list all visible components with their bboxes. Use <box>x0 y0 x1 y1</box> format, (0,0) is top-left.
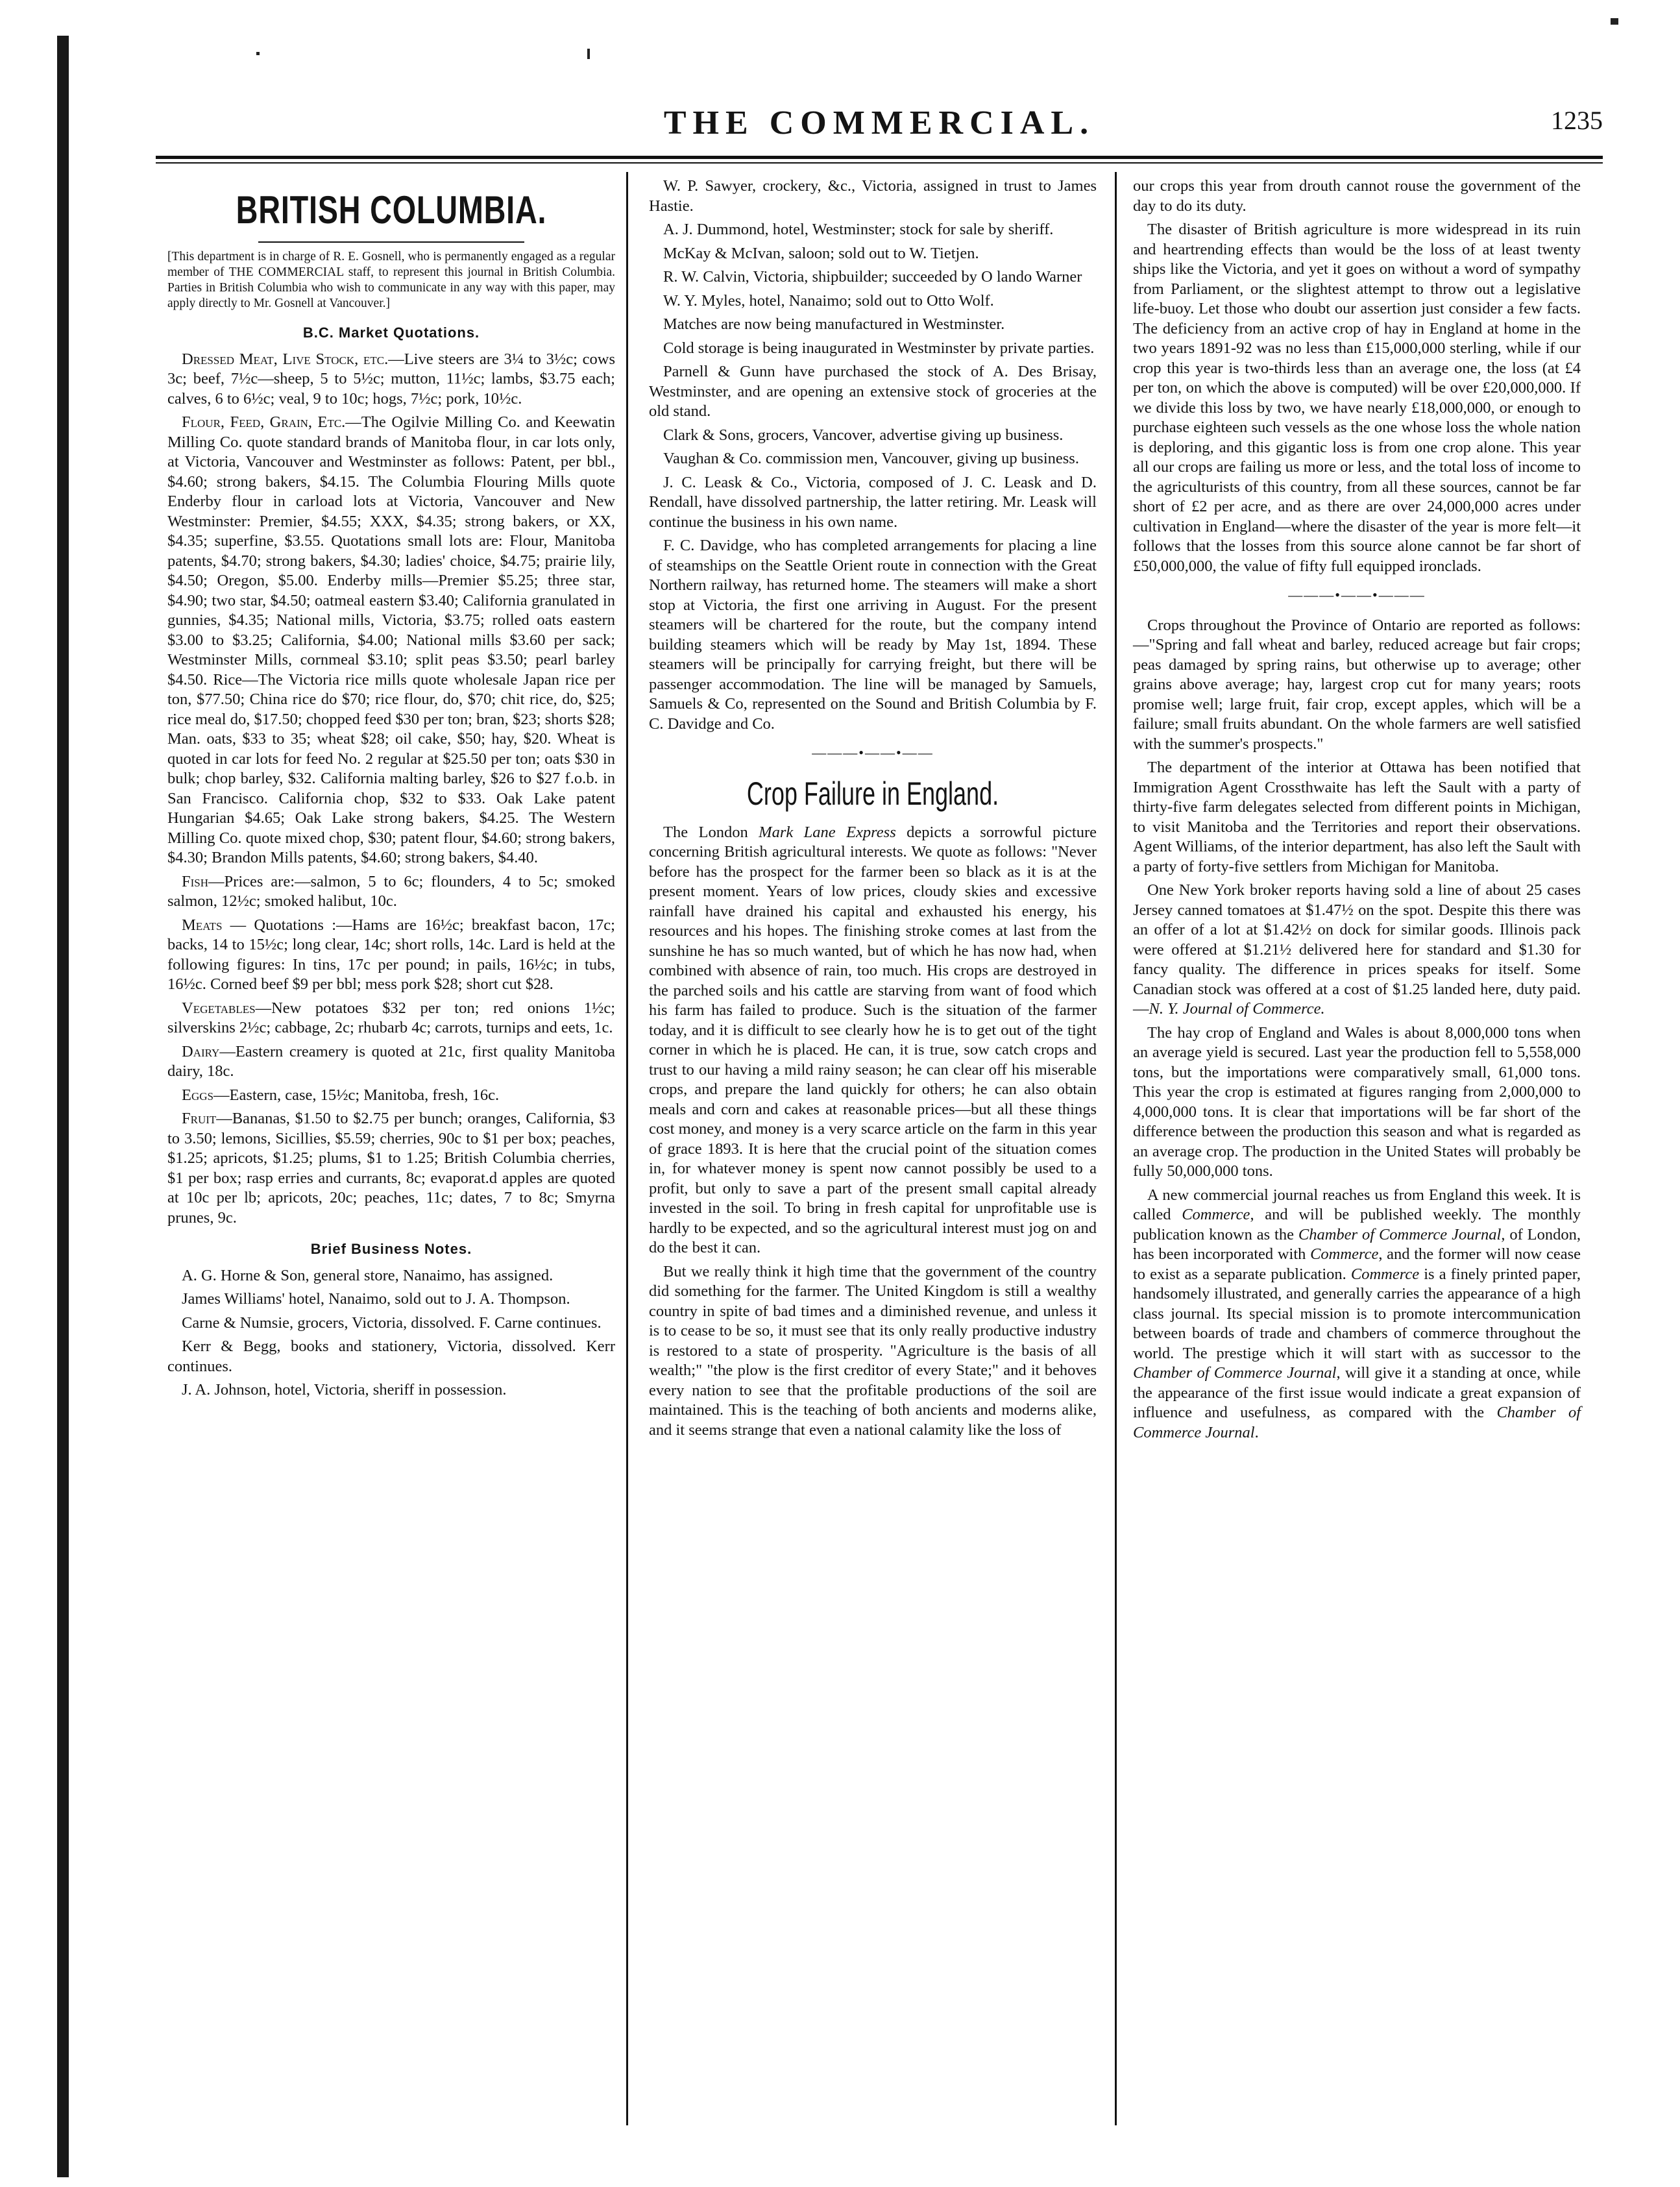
section-separator: ———•——•—— <box>812 744 934 761</box>
brief-note: W. P. Sawyer, crockery, &c., Victoria, assigned in trust to James Hastie. <box>649 177 1097 215</box>
scan-edge-shadow <box>57 36 69 2177</box>
article-paragraph: A new commercial journal reaches us from England this week. It is called Commerce, and will be published weekly. The monthly publication known as the Chamber of Commerce Journal, of London, has been incorporated with Commerce, and the former will now cease to exist as a separate publication. Commerce is a finely printed paper, handsomely illustrated, and generally carries the appearance of a high class journal. Its special mission is to promote intercommunication between boards of trade and chambers of commerce throughout the world. The prestige which it will start with as successor to the Chamber of Commerce Journal, will give it a standing at once, while the appearance of the first issue would indicate a great expansion of influence and usefulness, as compared with the Chamber of Commerce Journal. <box>1133 1186 1581 1441</box>
brief-note: A. G. Horne & Son, general store, Nanaimo, has assigned. <box>182 1266 554 1284</box>
brief-note: F. C. Davidge, who has completed arrangements for placing a line of steamships on the Seattle Orient route in connection with the Great Northern railway, has returned home. The steamers will make a short stop at Victoria, the first one arriving in August. For the present steamers will be chartered for the route, but the company intend building steamers which will be ready by May 1st, 1894. These steamers will be principally for carrying freight, but there will be passenger accommodation. The line will be managed by Samuels, Samuels & Co, represented on the Sound and British Columbia by F. C. Davidge and Co. <box>649 537 1097 733</box>
scan-speck <box>256 52 260 55</box>
column-3 <box>1133 177 1581 1447</box>
article-title: Crop Failure in England. <box>746 775 999 812</box>
brief-notes-heading: Brief Business Notes. <box>310 1241 472 1257</box>
masthead: THE COMMERCIAL. <box>663 104 1095 141</box>
paragraph-eggs: Eggs—Eastern, case, 15½c; Manitoba, fresh, 16c. <box>182 1086 500 1104</box>
brief-note: Parnell & Gunn have purchased the stock of A. Des Brisay, Westminster, and are opening an extensive stock of groceries at the old stand. <box>649 363 1097 420</box>
paragraph-meats: Meats — Quotations :—Hams are 16½c; breakfast bacon, 17c; backs, 14 to 15½c; long clear, 14c; short rolls, 14c. Lard is held at the following figures: In tins, 17c per pound; in pails, 16½c; in tubs, 16½c. Corned beef $9 per bbl; mess pork $28; short cut $28. <box>167 916 615 993</box>
brief-note: W. Y. Myles, hotel, Nanaimo; sold out to Otto Wolf. <box>663 291 994 310</box>
article-paragraph: The department of the interior at Ottawa has been notified that Immigration Agent Crossthwaite has left the Sault with a party of thirty-five farm delegates selected from different points in Michigan, to visit Manitoba and the Territories and report their observations. Agent Williams, of the interior department, has also left the Sault with a party of forty-five settlers from Michigan for Manitoba. <box>1133 759 1581 875</box>
article-paragraph: our crops this year from drouth cannot rouse the government of the day to do its duty. <box>1133 177 1581 215</box>
editor-note: [This department is in charge of R. E. Gosnell, who is permanently engaged as a regular member of THE COMMERCIAL staff, to represent this journal in British Columbia. Parties in British Columbia who wish to communicate in any way with this paper, may apply directly to Mr. Gosnell at Vancouver.] <box>167 250 615 310</box>
brief-note: Kerr & Begg, books and stationery, Victoria, dissolved. Kerr continues. <box>167 1338 615 1375</box>
header-rule-thin <box>156 162 1603 164</box>
section-separator: ———•——•——— <box>1288 587 1426 603</box>
market-quotations-heading: B.C. Market Quotations. <box>302 324 480 341</box>
column-divider <box>626 172 628 2125</box>
column-divider <box>1115 172 1117 2125</box>
scan-speck <box>587 49 590 59</box>
page-number: 1235 <box>1551 106 1603 135</box>
brief-note: Clark & Sons, grocers, Vancover, advertise giving up business. <box>663 426 1064 444</box>
column-1 <box>167 177 615 1404</box>
section-title: BRITISH COLUMBIA. <box>236 188 547 232</box>
paragraph-vegetables: Vegetables—New potatoes $32 per ton; red onions 1½c; silverskins 2½c; cabbage, 2c; rhubarb 4c; carrots, turnips and eets, 1c. <box>167 999 615 1036</box>
brief-note: J. C. Leask & Co., Victoria, composed of J. C. Leask and D. Rendall, have dissolved partnership, the latter retiring. Mr. Leask will continue the business in his own name. <box>649 473 1097 531</box>
paragraph-dressed-meat: Dressed Meat, Live Stock, etc.—Live steers are 3¼ to 3½c; cows 3c; beef, 7½c—sheep, 5 to 5½c; mutton, 11½c; lambs, $3.75 each; calves, 6 to 6½c; veal, 9 to 10c; hogs, 7½c; pork, 10½c. <box>167 350 615 408</box>
brief-note: Vaughan & Co. commission men, Vancouver, giving up business. <box>663 450 1079 467</box>
brief-note: J. A. Johnson, hotel, Victoria, sheriff in possession. <box>182 1381 507 1399</box>
brief-note: James Williams' hotel, Nanaimo, sold out to J. A. Thompson. <box>182 1290 570 1308</box>
article-paragraph: The disaster of British agriculture is more widespread in its ruin and heartrending effects than would be the loss of at least twenty ships like the Victoria, and yet it goes on without a word of sympathy from Parliament, or the slightest attempt to throw out a legislative life-buoy. Let those who doubt our assertion just consider a few facts. The deficiency from an active crop of hay in England at home in the two years 1891-92 was no less than £15,000,000 sterling, while if our crop this year is two-thirds less than an average one, the loss (at £4 per ton, on which the above is computed) will be over £20,000,000. If we divide this loss by two, we have nearly £18,000,000, or enough to purchase eighteen such vessels as the one whose loss the whole nation is deploring, and this gigantic loss is from one crop alone. This year all our crops are failing us more or less, and the total loss of income to the agriculturists of this country, from all these sources, cannot be far short of £2 per acre, and as there are over 24,000,000 acres under cultivation in England—where the disaster of the year is more felt—it follows that the losses from this source alone cannot be far short of £50,000,000, the value of fifty full equipped ironclads. <box>1133 221 1581 575</box>
scan-speck <box>1611 18 1618 25</box>
brief-note: Matches are now being manufactured in Westminster. <box>663 315 1005 333</box>
title-rule <box>258 241 524 243</box>
header-rule <box>156 156 1603 159</box>
paragraph-fruit: Fruit—Bananas, $1.50 to $2.75 per bunch; oranges, California, $3 to 3.50; lemons, Sicillies, $5.59; cherries, 90c to $1 per box; peaches, $1.25; apricots, $1.25; plums, $1 to 1.25; British Columbia cherries, $1 per box; rasp erries and currants, 8c; evaporat.d apples are quoted at 10c per lb; apricots, 20c; peaches, 11c; dates, 7 to 8c; Smyrna prunes, 9c. <box>167 1110 615 1227</box>
article-paragraph: The hay crop of England and Wales is about 8,000,000 tons when an average yield is secured. Last year the production fell to 5,558,000 tons, but the importations were comparatively small, 61,000 tons. This year the crop is estimated at figures ranging from 2,000,000 to 4,000,000 tons. It is clear that importations will be far short of the difference between the production this season and what is regarded as an average crop. The production in the United States will probably be fully 50,000,000 tons. <box>1133 1023 1581 1180</box>
paragraph-fish: Fish—Prices are:—salmon, 5 to 6c; flounders, 4 to 5c; smoked salmon, 12½c; smoked halibut, 10c. <box>167 872 615 910</box>
page-header <box>156 97 1603 149</box>
column-2 <box>649 177 1097 1444</box>
brief-note: McKay & McIvan, saloon; sold out to W. Tietjen. <box>663 244 979 262</box>
brief-note: Carne & Numsie, grocers, Victoria, dissolved. F. Carne continues. <box>182 1313 602 1332</box>
article-paragraph: One New York broker reports having sold a line of about 25 cases Jersey canned tomatoes at $1.47½ on the spot. Despite this there was an offer of a lot at $1.42½ on dock for similar goods. Illinois pack were offered at $1.21½ delivered here for standard and $1.30 for fancy quality. The difference in prices speaks for itself. Some Canadian stock was offered at a cost of $1.25 landed here, duty paid.—N. Y. Journal of Commerce. <box>1133 881 1581 1018</box>
article-paragraph: Crops throughout the Province of Ontario are reported as follows:—"Spring and fall wheat and barley, reduced acreage but fair crops; peas damaged by spring rains, but otherwise up to average; other grains above average; hay, largest crop cut for many years; roots promise well; large fruit, fair crop, except apples, which will be a failure; small fruits abundant. On the whole farmers are well satisfied with the summer's prospects." <box>1133 616 1581 753</box>
article-paragraph: But we really think it high time that the government of the country did something for the farmer. The United Kingdom is still a wealthy country in spite of bad times and a diminished revenue, and unless it is to cease to be so, it must see that its only really productive industry is restored to a state of prosperity. "Agriculture is the basis of all wealth;" "the plow is the first creditor of every State;" and it behoves every nation to see that the profitable productions of the soil are maintained. This is the teaching of both ancients and moderns alike, and it seems strange that even a national calamity like the loss of <box>649 1262 1097 1439</box>
brief-note: A. J. Dummond, hotel, Westminster; stock for sale by sheriff. <box>663 221 1054 238</box>
brief-note: Cold storage is being inaugurated in Westminster by private parties. <box>663 339 1095 357</box>
paragraph-flour: Flour, Feed, Grain, Etc.—The Ogilvie Milling Co. and Keewatin Milling Co. quote standard brands of Manitoba flour, in car lots only, at Victoria, Vancouver and Westminster as follows: Patent, per bbl., $4.60; strong bakers, $4.15. The Columbia Flouring Mills quote Enderby flour in carload lots at Victoria, Vancouver and New Westminster: Premier, $4.55; XXX, $4.35; strong bakers, or XX, $4.35; superfine, $3.55. Quotations small lots are: Flour, Manitoba patents, $4.70; strong bakers, $4.30; ladies' choice, $4.75; prairie lily, $4.50; Oregon, $5.00. Enderby mills—Premier $5.25; three star, $4.90; two star, $4.50; oatmeal eastern $3.40; California granulated in gunnies, $4.35; National mills, Victoria, $3.75; rolled oats eastern $3.00 to $3.25; California, $4.00; National mills $3.60 per sack; Westminster Mills, cornmeal $3.10; split peas $3.50; pearl barley $4.50. Rice—The Victoria rice mills quote wholesale Japan rice per ton, $77.50; China rice do $70; rice flour, do, $70; chit rice, do, $25; rice meal do, $17.50; chopped feed $30 per ton; bran, $23; shorts $28; Man. oats, $33 to 35; wheat $28; oil cake, $50; hay, $20. Wheat is quoted in car lots for feed No. 2 regular at $25.50 per ton; oats $30 in bulk; chop barley, $32. California malting barley, $26 to $27 f.o.b. in San Francisco. California chop, $32 to $33. Oak Lake patent Hungarian $4.65; Oak Lake strong bakers, $4.25. The Western Milling Co. quote mixed chop, $30; patent flour, $4.60; strong bakers, $4.30; Brandon Mills patents, $4.60; strong bakers, $4.40. <box>167 413 615 866</box>
paragraph-dairy: Dairy—Eastern creamery is quoted at 21c, first quality Manitoba dairy, 18c. <box>167 1042 615 1080</box>
article-paragraph: The London Mark Lane Express depicts a sorrowful picture concerning British agricultural interests. We quote as follows: "Never before has the prospect for the farmer been so black as it is at the present moment. Years of low prices, cloudy skies and excessive rainfall have drained his capital and exhausted his energy, his resources and his hopes. The finishing stroke comes at last from the sunshine he has so much wanted, but of which he has now had, when combined with absence of rain, too much. His crops are destroyed in the parched soils and his cattle are starving from want of food which his farm has failed to produce. Such is the situation of the farmer today, and it is difficult to see clearly how he is to get out of the tight corner in which he is placed. He can, it is true, sow catch crops and trust to our having a mild rainy season; he can clear off his miserable crops, and prepare the land quickly for others; he can also obtain meals and corn and cakes at reasonable prices—but all these things cost money, and money is a very scarce article on the farm in this year of grace 1893. It is here that the crucial point of the situation comes in, for whatever money is spent now cannot possibly be used to a profit, but only to save a part of the present small capital already invested in the soil. To bring in fresh capital for unprofitable use is hardly to be expected, and so the agricultural interest must jog on and do the best it can. <box>649 823 1097 1256</box>
brief-note: R. W. Calvin, Victoria, shipbuilder; succeeded by O lando Warner <box>663 268 1082 286</box>
